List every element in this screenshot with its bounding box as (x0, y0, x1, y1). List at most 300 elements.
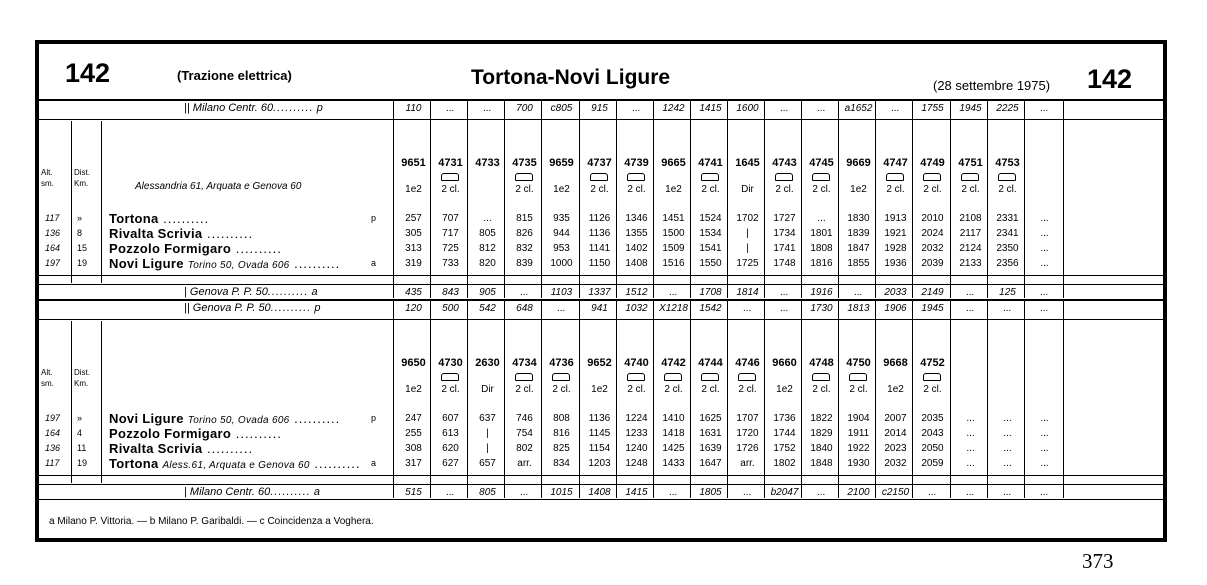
distance-header (74, 167, 90, 189)
column-rule (393, 101, 394, 298)
time-after-cell: 435 (405, 287, 422, 298)
time-cell: 2356 (996, 258, 1019, 269)
time-cell: 1647 (699, 458, 722, 469)
distance-header (74, 367, 90, 389)
time-cell: 1911 (847, 428, 870, 439)
time-after-cell: 125 (999, 287, 1016, 298)
time-before-cell: 1415 (699, 103, 722, 114)
time-after-cell: 1337 (588, 287, 611, 298)
time-before-cell: 120 (405, 303, 422, 314)
train-class: 2 cl. (812, 384, 831, 395)
station-altitude: 197 (45, 413, 61, 423)
time-cell: 1921 (884, 228, 907, 239)
time-cell: 1726 (736, 443, 759, 454)
railcar-icon (849, 373, 867, 381)
time-cell: 257 (405, 213, 422, 224)
time-before-cell: ... (743, 303, 752, 314)
train-class: 2 cl. (627, 184, 646, 195)
table-number-right: 142 (1087, 64, 1133, 94)
train-number: 4744 (698, 357, 723, 369)
row-rule (39, 475, 1163, 476)
time-cell: arr. (517, 458, 532, 469)
time-cell: 317 (405, 458, 422, 469)
time-before-cell: ... (966, 303, 975, 314)
time-after-cell: ... (669, 287, 678, 298)
time-cell: ... (1040, 413, 1049, 424)
train-number: 4739 (624, 157, 649, 169)
time-cell: ... (1040, 443, 1049, 454)
time-before-cell: 1813 (847, 303, 870, 314)
ref-station-before: || Genova P. P. 50.......... p (184, 302, 321, 314)
time-after-cell: 515 (405, 487, 422, 498)
time-cell: 733 (442, 258, 459, 269)
station-row-label: Tortona Aless.61, Arquata e Genova 60 .......... (109, 456, 361, 471)
time-cell: 834 (553, 458, 570, 469)
train-number: 4730 (438, 357, 463, 369)
train-class: 2 cl. (998, 184, 1017, 195)
footnote: a Milano P. Vittoria. — b Milano P. Garibaldi. — c Coincidenza a Voghera. (49, 516, 374, 527)
time-cell: 305 (405, 228, 422, 239)
time-cell: 826 (516, 228, 533, 239)
time-before-cell: ... (817, 103, 826, 114)
time-cell: ... (1040, 458, 1049, 469)
train-number: 4749 (920, 157, 945, 169)
time-cell: 935 (553, 213, 570, 224)
time-after-cell: b2047 (770, 487, 799, 498)
time-after-cell: 1814 (736, 287, 759, 298)
railcar-icon (961, 173, 979, 181)
alt-label: Alt. (41, 168, 53, 177)
row-rule (39, 319, 1163, 320)
train-class: 2 cl. (923, 184, 942, 195)
time-cell: 2035 (921, 413, 944, 424)
time-cell: ... (1003, 428, 1012, 439)
station-altitude: 136 (45, 228, 61, 238)
train-class: 2 cl. (961, 184, 980, 195)
time-cell: 717 (442, 228, 459, 239)
time-cell: 754 (516, 428, 533, 439)
time-before-cell: ... (557, 303, 566, 314)
station-connections: Torino 50, Ovada 606 (187, 415, 290, 426)
railcar-icon (738, 373, 756, 381)
station-distance: 19 (77, 458, 88, 468)
time-cell: 2059 (921, 458, 944, 469)
time-cell: 2331 (996, 213, 1019, 224)
ref-after-suffix: a (311, 286, 318, 298)
time-cell: 816 (553, 428, 570, 439)
time-before-cell: 110 (405, 103, 422, 114)
time-cell: 1748 (773, 258, 796, 269)
time-before-cell: 941 (591, 303, 608, 314)
time-after-cell: 905 (479, 287, 496, 298)
time-cell: 2039 (921, 258, 944, 269)
station-connections: Aless.61, Arquata e Genova 60 (162, 460, 310, 471)
train-number: 9651 (401, 157, 426, 169)
altitude-header (41, 367, 54, 389)
time-cell: 1839 (847, 228, 870, 239)
time-after-cell: ... (817, 487, 826, 498)
time-cell: 247 (405, 413, 422, 424)
time-cell: 2032 (884, 458, 907, 469)
time-cell: 1736 (773, 413, 796, 424)
time-cell: 1534 (699, 228, 722, 239)
train-number: 9650 (401, 357, 426, 369)
time-cell: 1408 (625, 258, 648, 269)
ref-before-page: 60 (260, 102, 274, 114)
station-distance: 15 (77, 243, 88, 253)
footnote-rule (39, 499, 1163, 500)
time-before-cell: 1032 (625, 303, 648, 314)
time-cell: 607 (442, 413, 459, 424)
time-cell: 627 (442, 458, 459, 469)
time-after-cell: c2150 (881, 487, 910, 498)
time-cell: 1802 (773, 458, 796, 469)
time-after-cell: 1512 (625, 287, 648, 298)
time-cell: 2124 (959, 243, 982, 254)
station-name: Novi Ligure (109, 411, 184, 426)
train-class: 1e2 (665, 184, 682, 195)
station-distance: 4 (77, 428, 83, 438)
train-number: 4740 (624, 357, 649, 369)
station-distance: 11 (77, 443, 87, 453)
station-row-label: Rivalta Scrivia .......... (109, 226, 254, 241)
time-cell: 1355 (625, 228, 648, 239)
train-number: 9660 (772, 357, 797, 369)
time-cell: 2032 (921, 243, 944, 254)
time-cell: 1541 (699, 243, 722, 254)
time-cell: 637 (479, 413, 496, 424)
traction-note: (Trazione elettrica) (177, 68, 292, 83)
time-cell: 1625 (699, 413, 722, 424)
time-before-cell: 2225 (996, 103, 1019, 114)
time-before-cell: ... (483, 103, 492, 114)
section-divider (39, 299, 1163, 301)
time-before-cell: 1945 (959, 103, 982, 114)
time-cell: 1752 (773, 443, 796, 454)
row-rule (39, 484, 1163, 485)
time-cell: 808 (553, 413, 570, 424)
time-cell: 657 (479, 458, 496, 469)
ref-station-after: | Genova P. P. 50.......... a (184, 286, 318, 298)
time-cell: 1145 (588, 428, 611, 439)
train-class: 2 cl. (441, 184, 460, 195)
time-cell: 812 (479, 243, 496, 254)
time-cell: 2050 (921, 443, 944, 454)
time-before-cell: 700 (516, 103, 533, 114)
time-cell: 308 (405, 443, 422, 454)
train-number: 4742 (661, 357, 686, 369)
time-after-cell: 1408 (588, 487, 611, 498)
time-cell: ... (966, 413, 975, 424)
time-before-cell: ... (780, 303, 789, 314)
time-cell: 1154 (588, 443, 611, 454)
time-before-cell: 1730 (810, 303, 833, 314)
time-cell: 613 (442, 428, 459, 439)
time-cell: 1727 (773, 213, 796, 224)
page-number: 373 (1082, 549, 1114, 573)
table-number-left: 142 (65, 58, 111, 88)
time-cell: arr. (740, 458, 755, 469)
railcar-icon (812, 373, 830, 381)
station-name: Rivalta Scrivia (109, 441, 203, 456)
time-cell: 2043 (921, 428, 944, 439)
time-cell: 707 (442, 213, 459, 224)
station-altitude: 164 (45, 243, 61, 253)
train-number: 4733 (475, 157, 500, 169)
time-before-cell: ... (891, 103, 900, 114)
alt-unit: sm. (41, 379, 54, 388)
time-before-cell: ... (632, 103, 641, 114)
time-cell: 944 (553, 228, 570, 239)
station-distance: » (77, 213, 83, 223)
column-rule (1063, 101, 1064, 298)
time-cell: 1830 (847, 213, 870, 224)
time-cell: 2117 (959, 228, 982, 239)
train-class: 2 cl. (590, 184, 609, 195)
time-before-cell: ... (1040, 303, 1049, 314)
ref-after-suffix: a (313, 486, 320, 498)
time-cell: 1922 (847, 443, 870, 454)
time-after-cell: 1103 (550, 287, 573, 298)
time-cell: 1702 (736, 213, 759, 224)
station-row-label: Pozzolo Formigaro .......... (109, 426, 282, 441)
station-name: Pozzolo Formigaro (109, 241, 232, 256)
connection-note: Alessandria 61, Arquata e Genova 60 (135, 181, 302, 192)
time-cell: 953 (553, 243, 570, 254)
time-cell: 255 (405, 428, 422, 439)
station-name: Pozzolo Formigaro (109, 426, 232, 441)
time-cell: 1524 (699, 213, 722, 224)
time-after-cell: ... (1040, 287, 1049, 298)
station-row-label: Tortona .......... (109, 211, 210, 226)
station-suffix: a (371, 458, 377, 468)
train-number: 9652 (587, 357, 612, 369)
railcar-icon (441, 173, 459, 181)
time-cell: 1734 (773, 228, 796, 239)
time-cell: 2133 (959, 258, 982, 269)
time-before-cell: 542 (479, 303, 496, 314)
train-number: 4747 (883, 157, 908, 169)
dist-unit: Km. (74, 179, 89, 188)
railcar-icon (775, 173, 793, 181)
time-cell: 802 (516, 443, 533, 454)
time-cell: 1904 (847, 413, 870, 424)
station-distance: » (77, 413, 83, 423)
time-cell: ... (966, 458, 975, 469)
time-cell: 1707 (736, 413, 759, 424)
time-cell: ... (1040, 228, 1049, 239)
time-cell: 1801 (810, 228, 833, 239)
time-cell: 832 (516, 243, 533, 254)
train-number: 9668 (883, 357, 908, 369)
altitude-header (41, 167, 54, 189)
label-column-rule (101, 121, 102, 283)
time-cell: ... (1040, 428, 1049, 439)
railcar-icon (923, 373, 941, 381)
time-cell: 1203 (588, 458, 611, 469)
time-cell: ... (1040, 243, 1049, 254)
time-cell: 1744 (773, 428, 796, 439)
train-class: Dir (481, 384, 494, 395)
train-number: 4748 (809, 357, 834, 369)
time-cell: 815 (516, 213, 533, 224)
time-before-cell: 1600 (736, 103, 759, 114)
time-cell: 1418 (662, 428, 685, 439)
label-column-rule (71, 321, 72, 483)
ref-station-before: || Milano Centr. 60.......... p (184, 102, 323, 114)
time-cell: 313 (405, 243, 422, 254)
station-row-label: Novi Ligure Torino 50, Ovada 606 .......... (109, 256, 341, 271)
time-cell: 1136 (588, 413, 611, 424)
time-cell: 1224 (625, 413, 648, 424)
train-class: 2 cl. (923, 384, 942, 395)
time-cell: 1741 (773, 243, 796, 254)
time-cell: ... (483, 213, 492, 224)
time-cell: ... (1003, 443, 1012, 454)
time-after-cell: 843 (442, 287, 459, 298)
time-cell: 1509 (662, 243, 685, 254)
time-cell: 2014 (884, 428, 907, 439)
time-cell: 1346 (625, 213, 648, 224)
train-number: 4752 (920, 357, 945, 369)
train-class: Dir (741, 184, 754, 195)
train-class: 1e2 (776, 384, 793, 395)
time-cell: 1248 (625, 458, 648, 469)
time-cell: 1822 (810, 413, 833, 424)
ref-after-page: 50 (255, 286, 268, 298)
train-class: 2 cl. (701, 184, 720, 195)
time-cell: 1402 (625, 243, 648, 254)
time-cell: | (486, 443, 489, 454)
train-number: 4743 (772, 157, 797, 169)
time-cell: 1425 (662, 443, 685, 454)
time-before-cell: ... (780, 103, 789, 114)
time-before-cell: 1945 (921, 303, 944, 314)
railcar-icon (627, 373, 645, 381)
train-class: 1e2 (887, 384, 904, 395)
station-altitude: 164 (45, 428, 61, 438)
alt-label: Alt. (41, 368, 53, 377)
time-cell: 1855 (847, 258, 870, 269)
row-rule (39, 284, 1163, 285)
time-cell: 1808 (810, 243, 833, 254)
time-cell: 1433 (662, 458, 685, 469)
time-after-cell: ... (928, 487, 937, 498)
page-title: Tortona-Novi Ligure (471, 66, 671, 89)
column-rule (393, 301, 394, 498)
station-row-label: Novi Ligure Torino 50, Ovada 606 .......... (109, 411, 341, 426)
time-cell: 839 (516, 258, 533, 269)
train-class: 2 cl. (441, 384, 460, 395)
time-before-cell: ... (1040, 103, 1049, 114)
train-class: 1e2 (405, 384, 422, 395)
time-cell: | (746, 243, 749, 254)
time-after-cell: ... (854, 287, 863, 298)
railcar-icon (515, 173, 533, 181)
train-class: 2 cl. (886, 184, 905, 195)
time-cell: 1720 (736, 428, 759, 439)
time-cell: 2350 (996, 243, 1019, 254)
time-cell: 825 (553, 443, 570, 454)
column-rule (1063, 301, 1064, 498)
railcar-icon (886, 173, 904, 181)
station-name: Novi Ligure (109, 256, 184, 271)
row-rule (39, 119, 1163, 120)
time-cell: 620 (442, 443, 459, 454)
train-class: 2 cl. (701, 384, 720, 395)
ref-before-label: Milano Centr. (192, 102, 258, 114)
railcar-icon (923, 173, 941, 181)
time-cell: 1500 (662, 228, 685, 239)
time-cell: | (486, 428, 489, 439)
railcar-icon (664, 373, 682, 381)
ref-after-label: Genova P. P. (189, 286, 253, 298)
time-after-cell: ... (669, 487, 678, 498)
train-class: 2 cl. (812, 184, 831, 195)
time-cell: ... (1003, 458, 1012, 469)
time-cell: 1136 (588, 228, 611, 239)
station-row-label: Rivalta Scrivia .......... (109, 441, 254, 456)
time-after-cell: ... (1040, 487, 1049, 498)
station-name: Rivalta Scrivia (109, 226, 203, 241)
time-cell: 1829 (810, 428, 833, 439)
time-after-cell: ... (1003, 487, 1012, 498)
time-before-cell: 1906 (884, 303, 907, 314)
time-before-cell: ... (1003, 303, 1012, 314)
train-number: 4751 (958, 157, 983, 169)
train-class: 2 cl. (738, 384, 757, 395)
time-after-cell: ... (520, 287, 529, 298)
time-cell: | (746, 228, 749, 239)
dist-label: Dist. (74, 168, 90, 177)
time-cell: 1410 (662, 413, 685, 424)
time-cell: 1913 (884, 213, 907, 224)
train-number: 2630 (475, 357, 500, 369)
row-rule (39, 275, 1163, 276)
ref-before-suffix: p (314, 302, 321, 314)
train-number: 9659 (549, 157, 574, 169)
train-class: 2 cl. (849, 384, 868, 395)
station-altitude: 197 (45, 258, 61, 268)
time-cell: 2010 (921, 213, 944, 224)
time-before-cell: a1652 (844, 103, 873, 114)
station-distance: 19 (77, 258, 88, 268)
time-before-cell: 1242 (662, 103, 685, 114)
time-cell: 2108 (959, 213, 982, 224)
time-before-cell: 915 (591, 103, 608, 114)
station-name: Tortona (109, 456, 159, 471)
time-after-cell: ... (966, 287, 975, 298)
station-altitude: 117 (45, 213, 60, 223)
time-after-cell: 1415 (625, 487, 648, 498)
time-before-cell: 1755 (921, 103, 944, 114)
time-cell: ... (1040, 213, 1049, 224)
station-name: Tortona (109, 211, 159, 226)
train-class: 1e2 (850, 184, 867, 195)
train-class: 2 cl. (515, 184, 534, 195)
train-number: 4753 (995, 157, 1020, 169)
train-class: 2 cl. (515, 384, 534, 395)
train-number: 4737 (587, 157, 612, 169)
railcar-icon (812, 173, 830, 181)
time-cell: 1847 (847, 243, 870, 254)
time-cell: ... (966, 443, 975, 454)
time-before-cell: 1542 (699, 303, 722, 314)
ref-before-label: Genova P. P. (192, 302, 256, 314)
dist-label: Dist. (74, 368, 90, 377)
train-class: 1e2 (591, 384, 608, 395)
train-class: 2 cl. (664, 384, 683, 395)
